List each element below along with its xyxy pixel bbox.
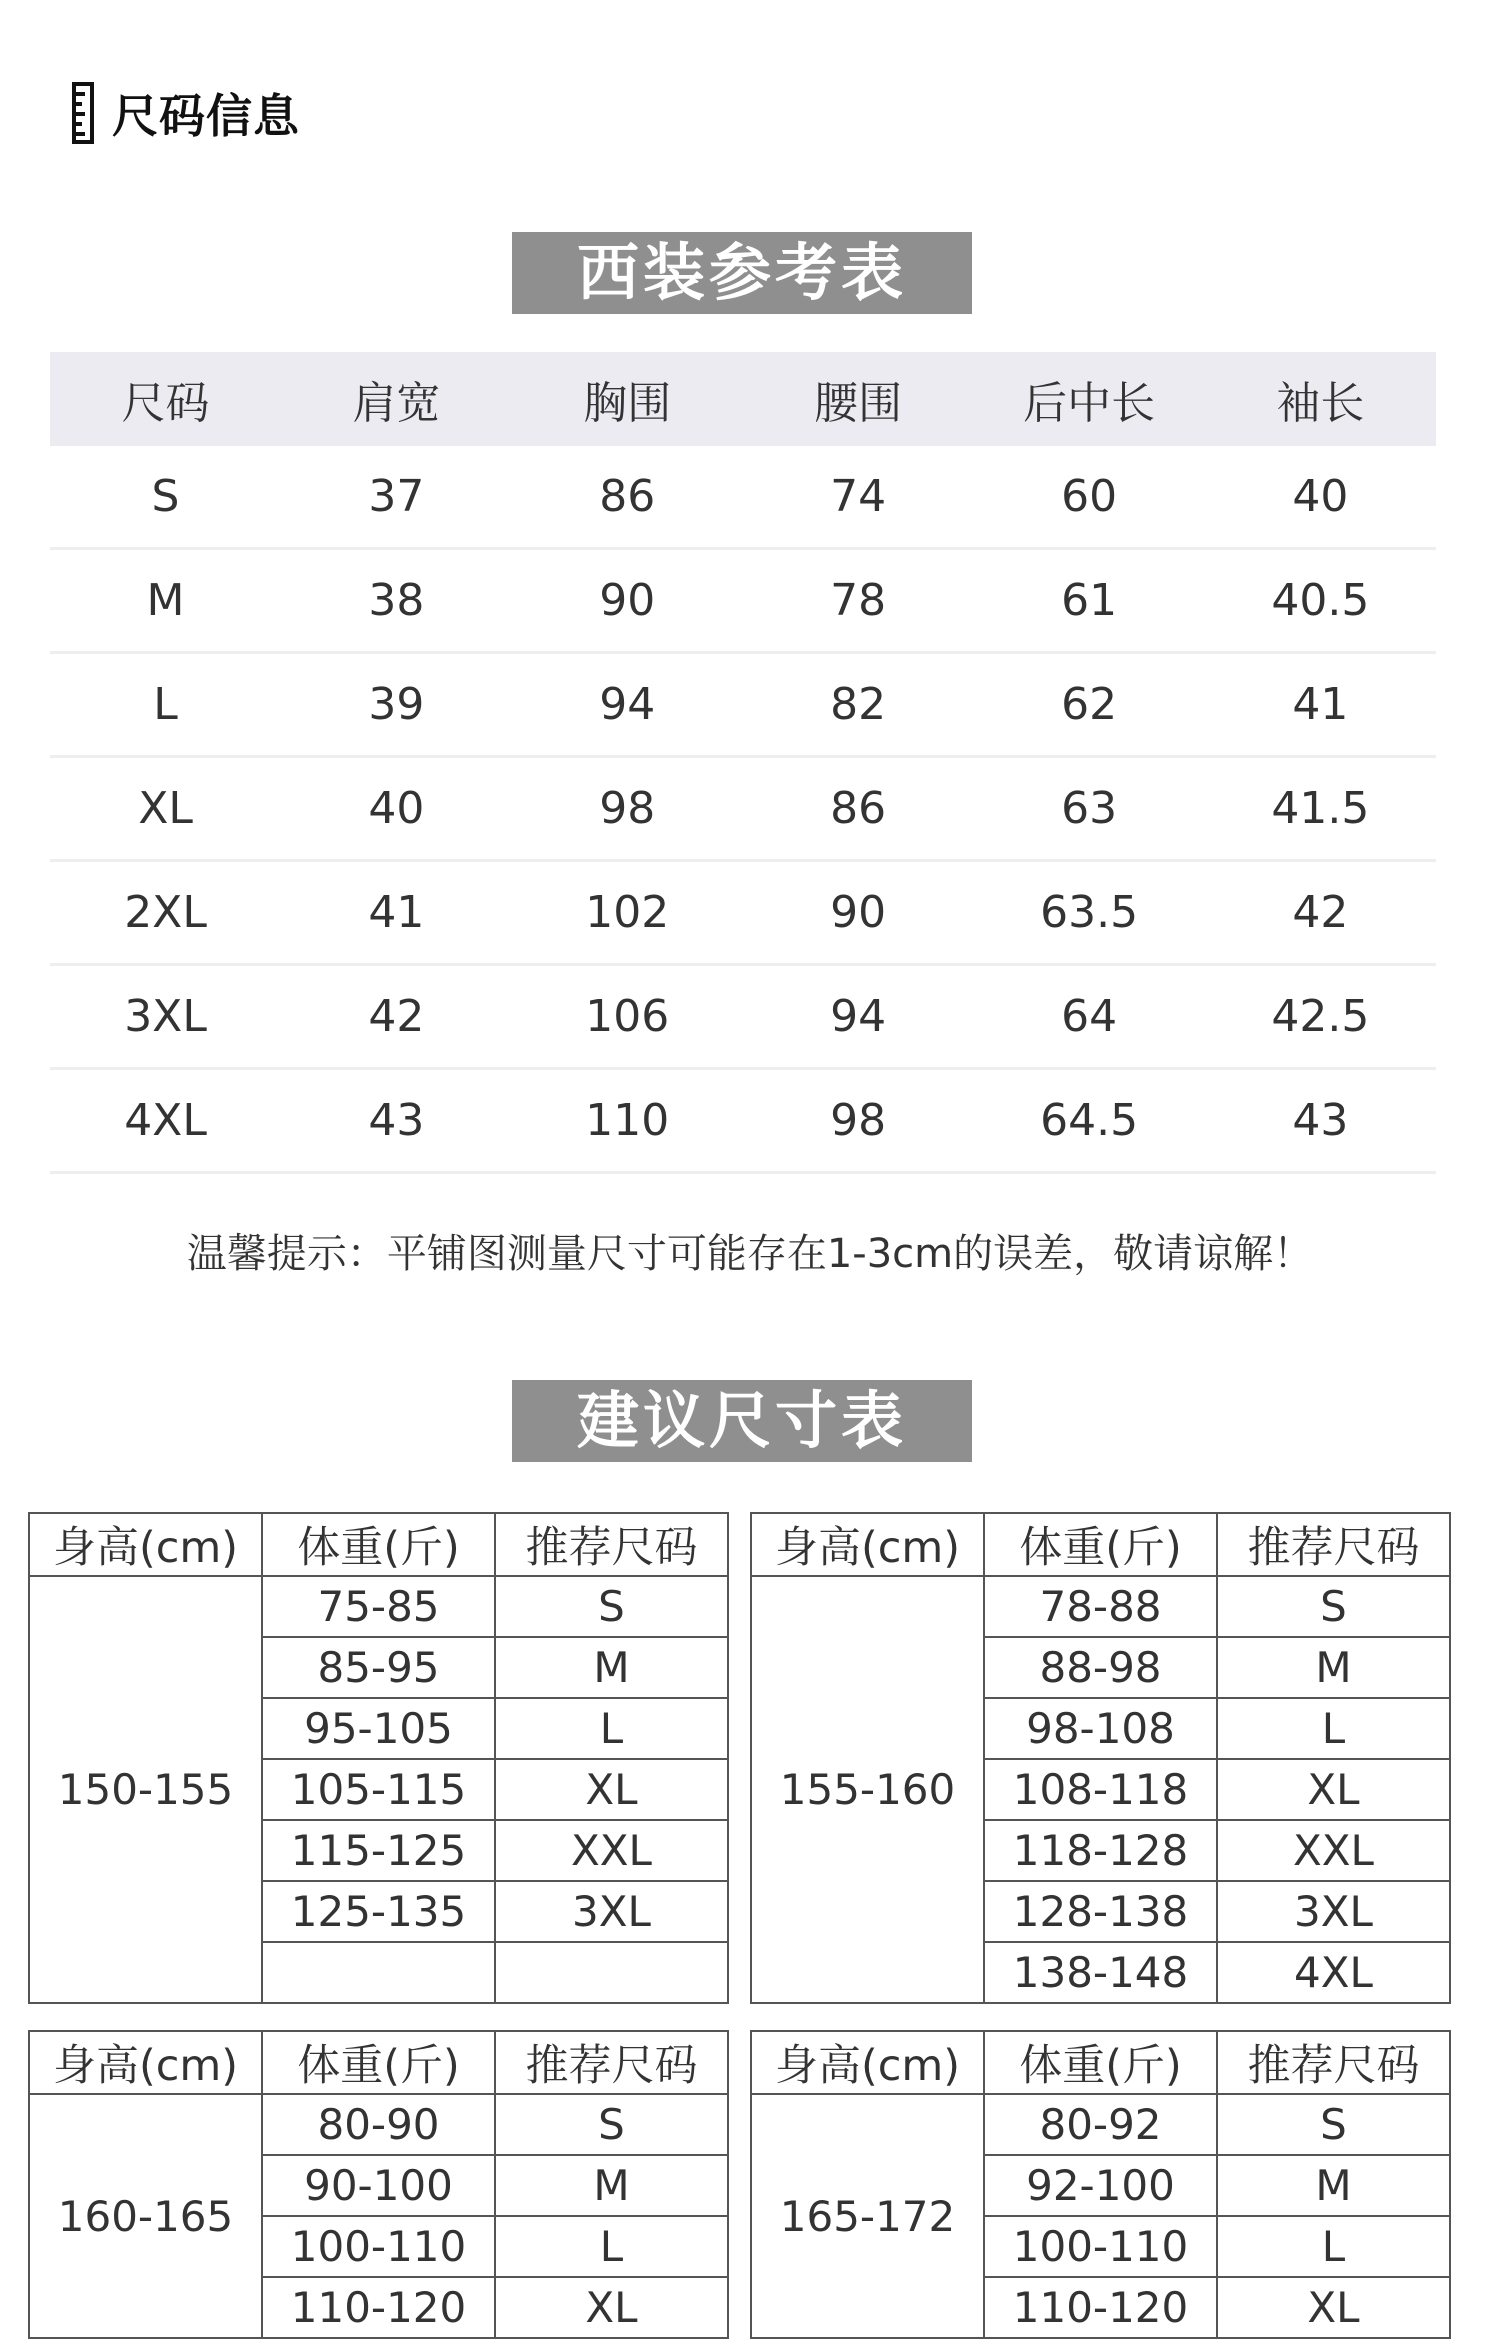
table-cell: 94 xyxy=(512,653,743,757)
weight-cell: 80-92 xyxy=(984,2094,1217,2155)
suit-table-title: 西装参考表 xyxy=(512,232,972,314)
section-title: 尺码信息 xyxy=(112,89,300,143)
table-cell: 90 xyxy=(512,549,743,653)
weight-cell: 92-100 xyxy=(984,2155,1217,2216)
table-cell: 94 xyxy=(743,965,974,1069)
recommend-table xyxy=(750,1512,1451,2004)
table-cell: 74 xyxy=(743,446,974,549)
measurement-tip: 温馨提示：平铺图测量尺寸可能存在1-3cm的误差，敬请谅解！ xyxy=(186,1231,1314,1277)
table-cell: 43 xyxy=(1205,1069,1436,1173)
table-header-row xyxy=(751,1513,1450,1576)
weight-cell: 95-105 xyxy=(262,1698,495,1759)
table-cell: 3XL xyxy=(50,965,281,1069)
weight-cell: 108-118 xyxy=(984,1759,1217,1820)
table-cell: 39 xyxy=(281,653,512,757)
recommend-table xyxy=(28,2030,729,2339)
table-cell: 60 xyxy=(973,446,1204,549)
table-row xyxy=(29,1576,728,1637)
weight-cell: 85-95 xyxy=(262,1637,495,1698)
weight-cell: 125-135 xyxy=(262,1881,495,1942)
column-header: 胸围 xyxy=(512,352,743,446)
table-cell: 110 xyxy=(512,1069,743,1173)
column-header: 身高(cm) xyxy=(751,2031,984,2094)
weight-cell: 75-85 xyxy=(262,1576,495,1637)
table-cell: M xyxy=(50,549,281,653)
height-cell: 160-165 xyxy=(29,2094,262,2338)
suit-table-header-row xyxy=(50,352,1436,446)
table-cell: 64 xyxy=(973,965,1204,1069)
weight-cell: 118-128 xyxy=(984,1820,1217,1881)
size-cell: M xyxy=(1217,2155,1450,2216)
height-cell: 165-172 xyxy=(751,2094,984,2338)
column-header: 肩宽 xyxy=(281,352,512,446)
size-cell: S xyxy=(1217,1576,1450,1637)
column-header: 袖长 xyxy=(1205,352,1436,446)
column-header: 体重(斤) xyxy=(262,2031,495,2094)
column-header: 尺码 xyxy=(50,352,281,446)
suit-size-table xyxy=(50,352,1436,1174)
table-cell: 63 xyxy=(973,757,1204,861)
table-cell: S xyxy=(50,446,281,549)
table-cell: 86 xyxy=(512,446,743,549)
recommend-table-title: 建议尺寸表 xyxy=(512,1380,972,1462)
size-cell: L xyxy=(495,2216,728,2277)
table-cell: 40.5 xyxy=(1205,549,1436,653)
table-cell: 2XL xyxy=(50,861,281,965)
table-row xyxy=(50,446,1436,549)
table-cell: 41 xyxy=(281,861,512,965)
table-cell: 43 xyxy=(281,1069,512,1173)
table-header-row xyxy=(29,2031,728,2094)
weight-cell: 105-115 xyxy=(262,1759,495,1820)
section-header xyxy=(72,78,300,148)
table-cell: L xyxy=(50,653,281,757)
column-header: 推荐尺码 xyxy=(495,1513,728,1576)
size-cell: S xyxy=(1217,2094,1450,2155)
weight-cell xyxy=(262,1942,495,2003)
table-cell: 41 xyxy=(1205,653,1436,757)
table-cell: 98 xyxy=(743,1069,974,1173)
column-header: 体重(斤) xyxy=(984,1513,1217,1576)
size-cell: S xyxy=(495,2094,728,2155)
table-cell: 37 xyxy=(281,446,512,549)
table-cell: 78 xyxy=(743,549,974,653)
table-cell: 63.5 xyxy=(973,861,1204,965)
size-cell: XL xyxy=(1217,1759,1450,1820)
table-cell: 41.5 xyxy=(1205,757,1436,861)
table-row xyxy=(50,965,1436,1069)
table-row xyxy=(29,2094,728,2155)
table-cell: 4XL xyxy=(50,1069,281,1173)
table-cell: 42 xyxy=(281,965,512,1069)
weight-cell: 90-100 xyxy=(262,2155,495,2216)
table-row xyxy=(50,861,1436,965)
column-header: 腰围 xyxy=(743,352,974,446)
weight-cell: 98-108 xyxy=(984,1698,1217,1759)
weight-cell: 115-125 xyxy=(262,1820,495,1881)
size-cell: 4XL xyxy=(1217,1942,1450,2003)
column-header: 推荐尺码 xyxy=(495,2031,728,2094)
weight-cell: 80-90 xyxy=(262,2094,495,2155)
table-cell: 86 xyxy=(743,757,974,861)
table-row xyxy=(751,2094,1450,2155)
column-header: 体重(斤) xyxy=(262,1513,495,1576)
table-header-row xyxy=(29,1513,728,1576)
weight-cell: 100-110 xyxy=(984,2216,1217,2277)
weight-cell: 138-148 xyxy=(984,1942,1217,2003)
table-cell: XL xyxy=(50,757,281,861)
column-header: 体重(斤) xyxy=(984,2031,1217,2094)
size-cell: M xyxy=(495,1637,728,1698)
table-cell: 64.5 xyxy=(973,1069,1204,1173)
table-cell: 40 xyxy=(281,757,512,861)
recommend-table xyxy=(750,2030,1451,2339)
height-cell: 155-160 xyxy=(751,1576,984,2003)
column-header: 推荐尺码 xyxy=(1217,2031,1450,2094)
column-header: 推荐尺码 xyxy=(1217,1513,1450,1576)
height-cell: 150-155 xyxy=(29,1576,262,2003)
size-cell: XXL xyxy=(495,1820,728,1881)
size-cell: L xyxy=(495,1698,728,1759)
size-cell: S xyxy=(495,1576,728,1637)
size-cell: M xyxy=(1217,1637,1450,1698)
weight-cell: 100-110 xyxy=(262,2216,495,2277)
column-header: 身高(cm) xyxy=(751,1513,984,1576)
table-cell: 42 xyxy=(1205,861,1436,965)
size-cell: L xyxy=(1217,1698,1450,1759)
size-cell: XL xyxy=(495,1759,728,1820)
table-cell: 82 xyxy=(743,653,974,757)
size-cell xyxy=(495,1942,728,2003)
weight-cell: 110-120 xyxy=(262,2277,495,2338)
table-row xyxy=(50,549,1436,653)
table-cell: 98 xyxy=(512,757,743,861)
table-cell: 61 xyxy=(973,549,1204,653)
size-cell: L xyxy=(1217,2216,1450,2277)
size-cell: XL xyxy=(495,2277,728,2338)
table-row xyxy=(50,757,1436,861)
table-cell: 106 xyxy=(512,965,743,1069)
weight-cell: 128-138 xyxy=(984,1881,1217,1942)
weight-cell: 110-120 xyxy=(984,2277,1217,2338)
table-cell: 40 xyxy=(1205,446,1436,549)
ruler-icon xyxy=(72,82,94,144)
size-cell: XXL xyxy=(1217,1820,1450,1881)
size-cell: XL xyxy=(1217,2277,1450,2338)
size-cell: 3XL xyxy=(1217,1881,1450,1942)
size-cell: 3XL xyxy=(495,1881,728,1942)
recommend-table xyxy=(28,1512,729,2004)
table-row xyxy=(50,653,1436,757)
column-header: 后中长 xyxy=(973,352,1204,446)
table-cell: 102 xyxy=(512,861,743,965)
table-row xyxy=(751,1576,1450,1637)
column-header: 身高(cm) xyxy=(29,1513,262,1576)
table-cell: 90 xyxy=(743,861,974,965)
table-cell: 38 xyxy=(281,549,512,653)
weight-cell: 78-88 xyxy=(984,1576,1217,1637)
column-header: 身高(cm) xyxy=(29,2031,262,2094)
table-header-row xyxy=(751,2031,1450,2094)
weight-cell: 88-98 xyxy=(984,1637,1217,1698)
table-cell: 42.5 xyxy=(1205,965,1436,1069)
table-cell: 62 xyxy=(973,653,1204,757)
table-row xyxy=(50,1069,1436,1173)
size-cell: M xyxy=(495,2155,728,2216)
